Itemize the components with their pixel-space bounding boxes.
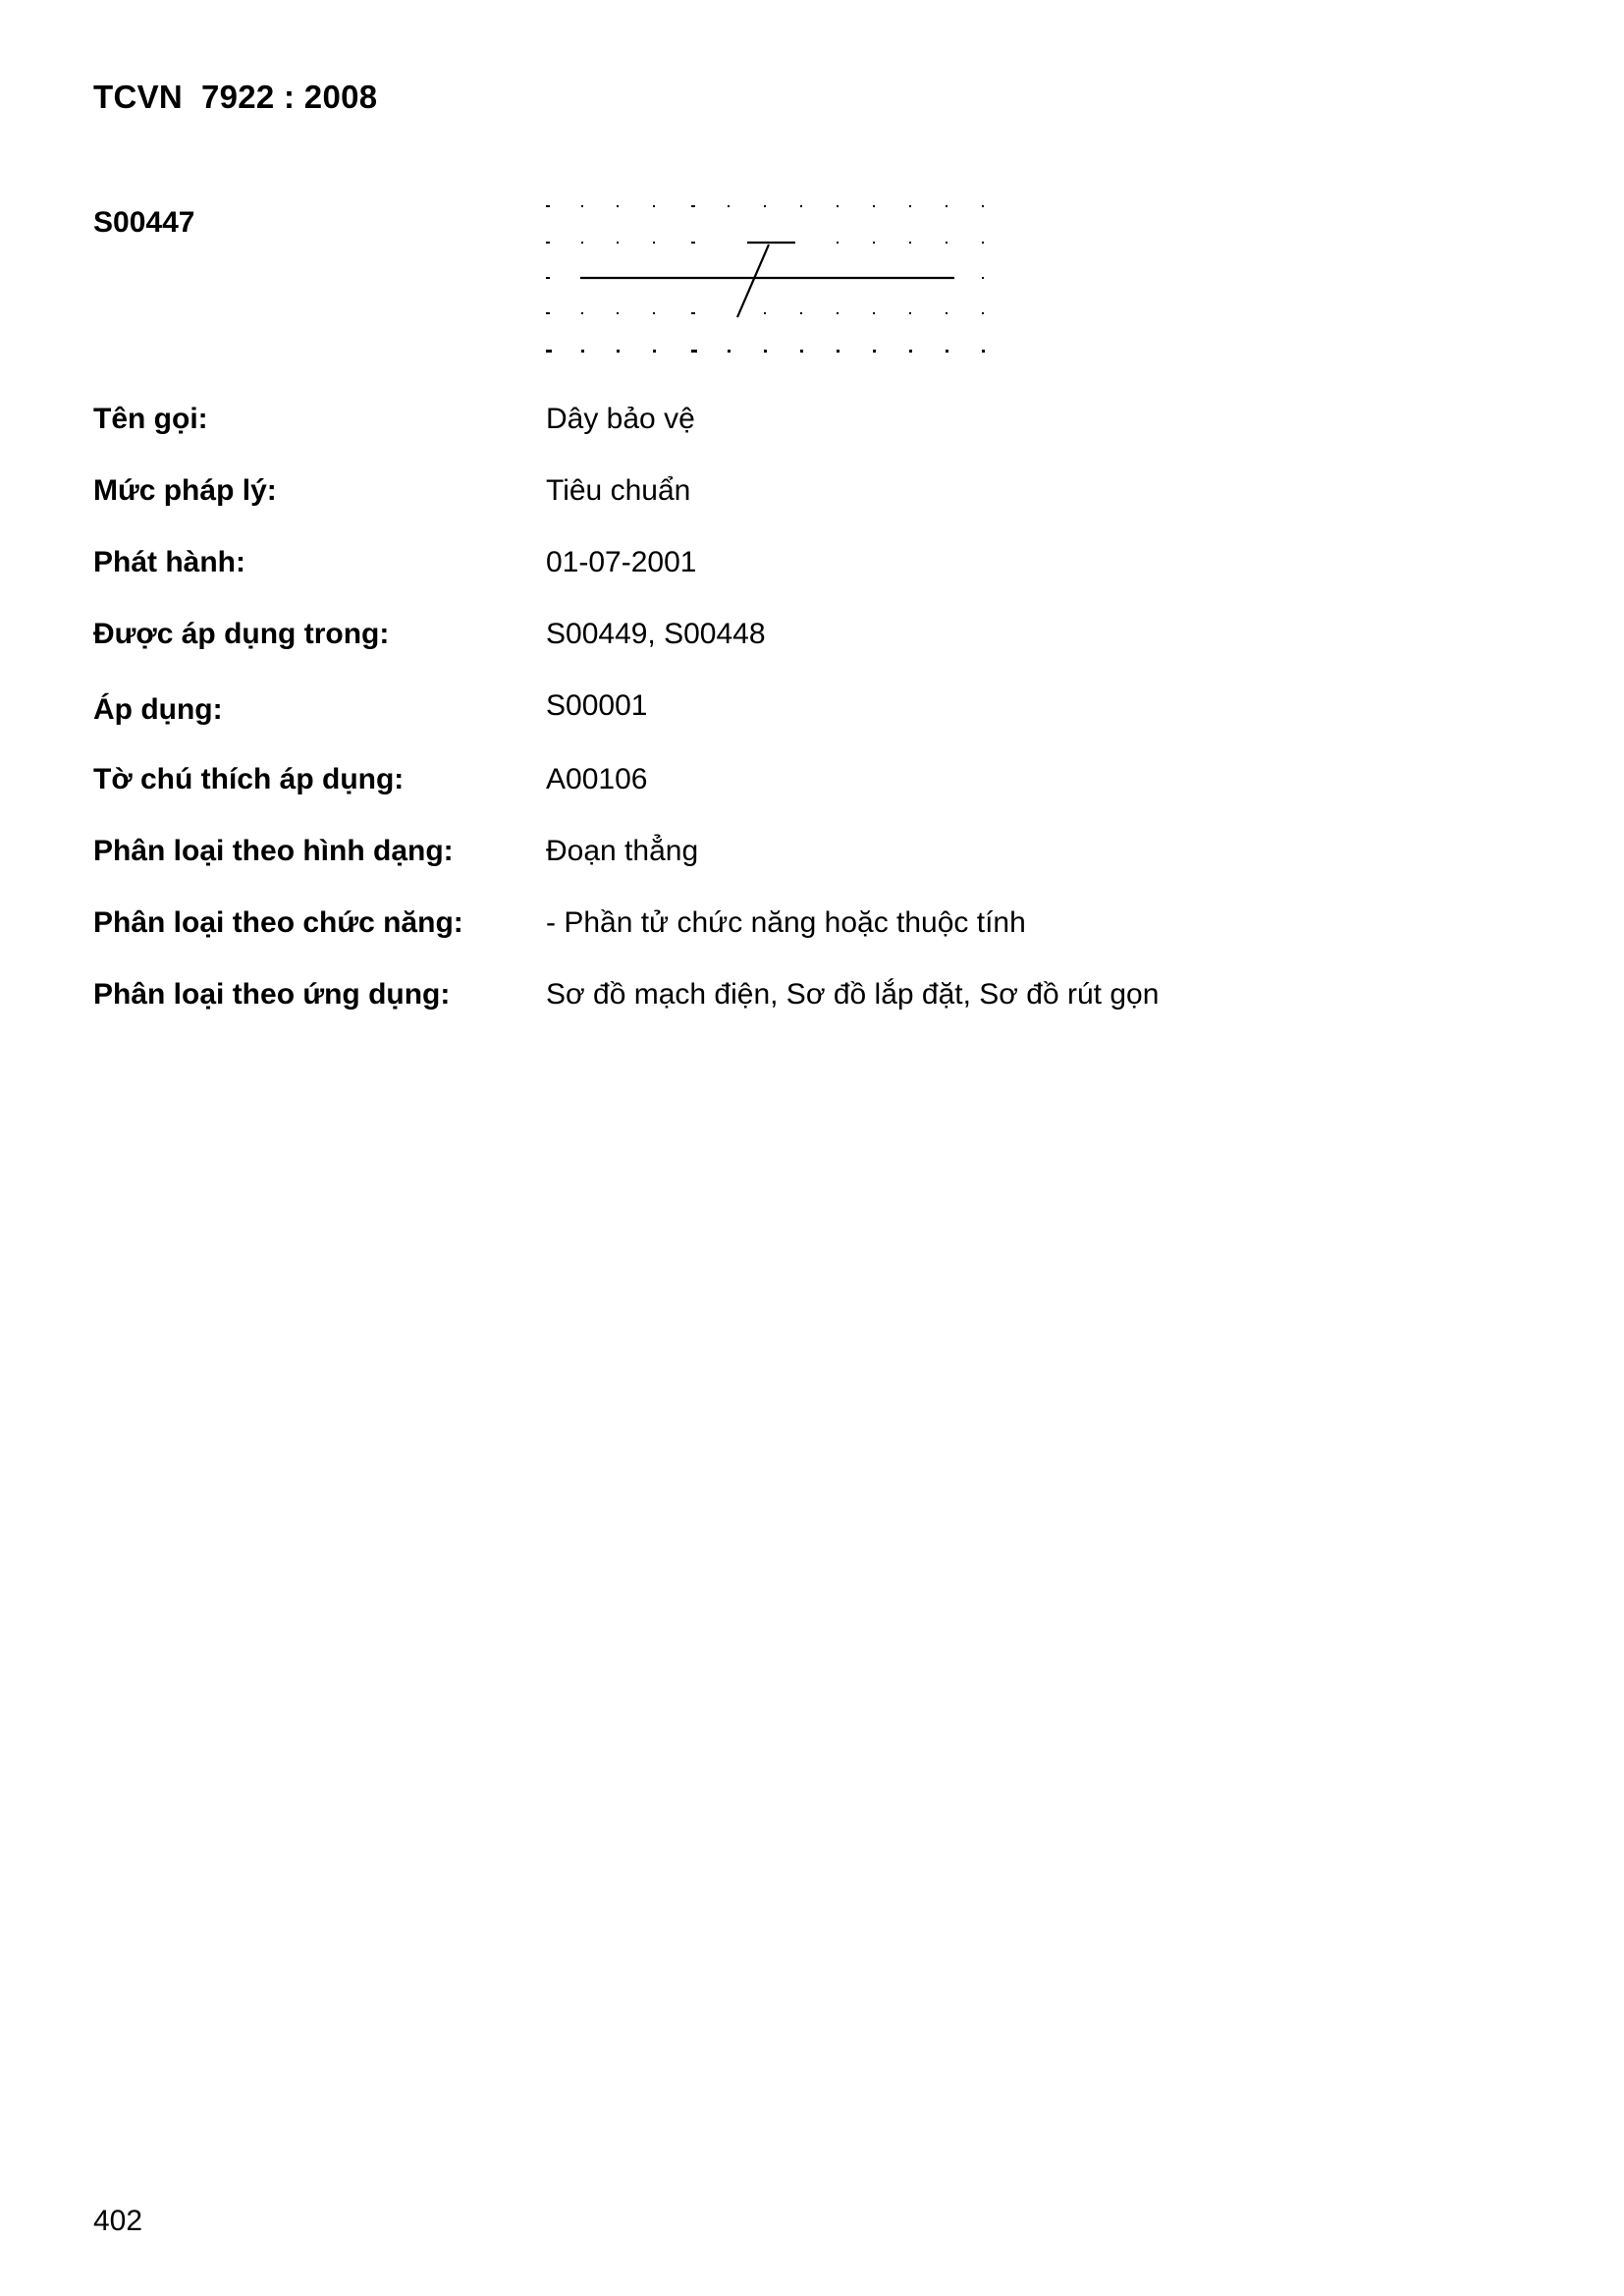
field-value: S00001 [546,689,648,722]
field-row-applied-in [0,618,1624,667]
field-label: Tờ chú thích áp dụng: [93,763,405,795]
field-row-issued [0,546,1624,595]
field-row-application-class [0,978,1624,1027]
field-value: A00106 [546,763,648,795]
document-header: TCVN 7922 : 2008 [93,79,378,115]
field-value: Tiêu chuẩn [546,474,691,507]
field-row-function-class [0,906,1624,956]
field-label: Phát hành: [93,546,245,578]
field-value: Đoạn thẳng [546,835,699,867]
field-value: 01-07-2001 [546,546,697,578]
field-row-application-note [0,763,1624,812]
field-label: Phân loại theo hình dạng: [93,835,454,867]
symbol-code: S00447 [93,206,195,239]
field-row-shape-class [0,835,1624,884]
field-label: Phân loại theo ứng dụng: [93,978,451,1011]
field-label: Phân loại theo chức năng: [93,906,463,939]
field-row-name [0,403,1624,452]
field-row-applies [0,689,1624,738]
protective-conductor-symbol-icon [542,192,1003,369]
field-label: Áp dụng: [93,693,223,726]
field-value: Sơ đồ mạch điện, Sơ đồ lắp đặt, Sơ đồ rút gọn [546,978,1160,1011]
field-label: Được áp dụng trong: [93,618,390,650]
field-value: - Phần tử chức năng hoặc thuộc tính [546,906,1026,939]
field-label: Mức pháp lý: [93,474,277,507]
page-number: 402 [93,2205,143,2237]
field-label: Tên gọi: [93,403,208,435]
field-value: S00449, S00448 [546,618,766,650]
field-value: Dây bảo vệ [546,403,695,435]
field-row-legal-level [0,474,1624,523]
symbol-strokes [580,243,954,317]
